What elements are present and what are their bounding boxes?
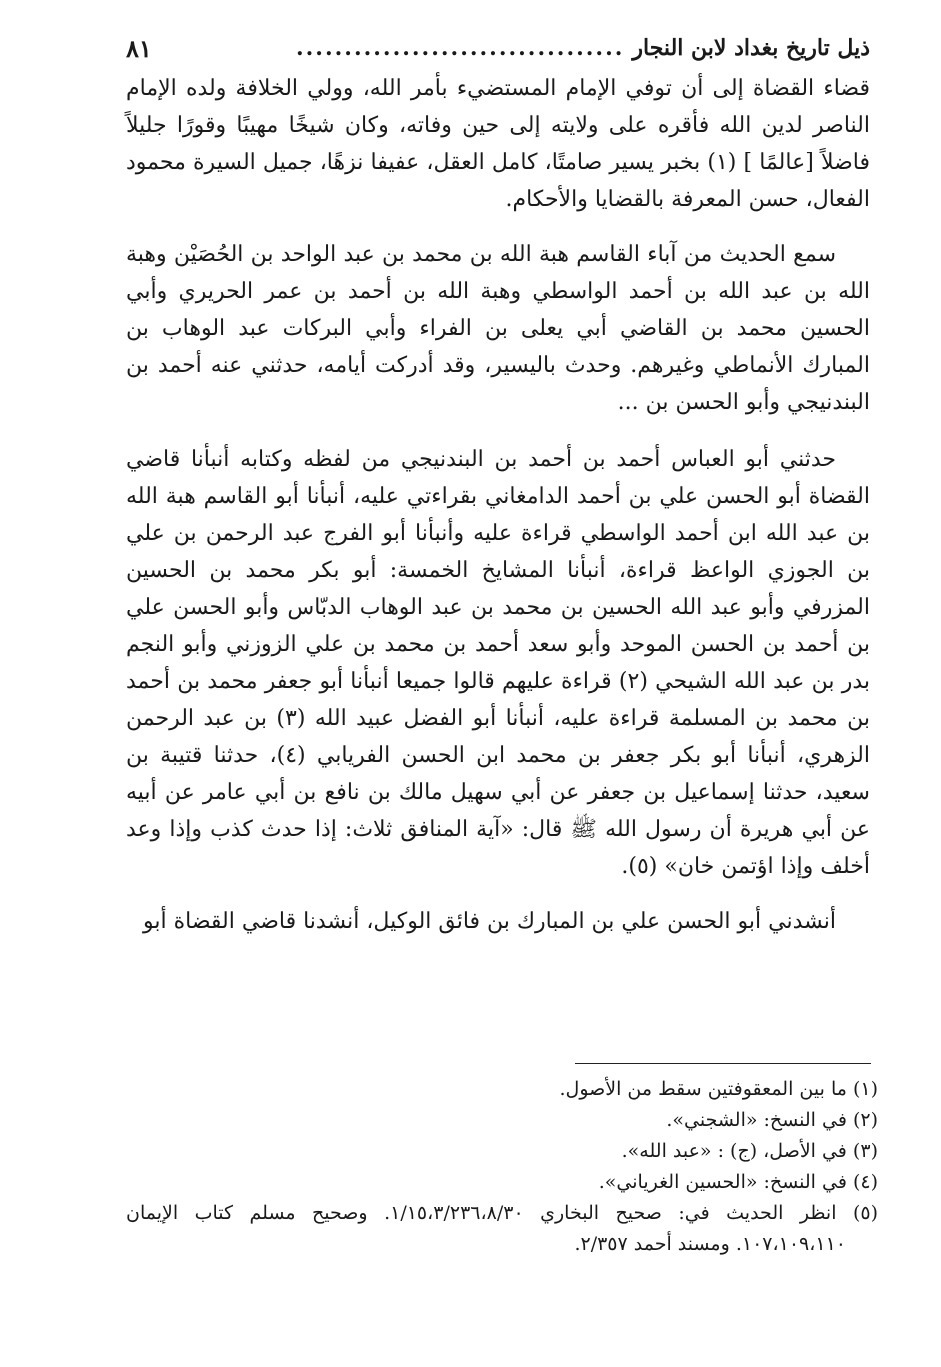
footnote-4: (٤) في النسخ: «الحسين الغرياني». [598,1171,878,1193]
main-text [126,70,870,940]
running-title: ذيل تاريخ بغداد لابن النجار [632,35,870,61]
footnote-5: (٥) انظر الحديث في: صحيح البخاري ١/١٥،٣/٢٣٦،٨/٣٠. وصحيح مسلم كتاب الإيمان ١٠٧،١٠٩،١١٠. ومسند أحمد ٢/٣٥٧. [126,1202,879,1255]
page-header [126,30,870,66]
page-number: ٨١ [126,33,152,63]
footnotes [126,1074,878,1260]
paragraph-judge-biography: قضاء القضاة إلى أن توفي الإمام المستضيء بأمر الله، وولي الخلافة ولده الإمام الناصر لدين الله فأقره على ولايته إلى حين وفاته، وكان شيخًا مهيبًا وقورًا جليلاً فاضلاً [عالمًا ] (١) بخبر يسير صامتًا، كامل العقل، عفيفا نزهًا، جميل السيرة محمود الفعال، حسن المعرفة بالقضايا والأحكام. [126,76,870,212]
paragraph-hadith-chain: حدثني أبو العباس أحمد بن أحمد بن البندنيجي من لفظه وكتابه أنبأنا قاضي القضاة أبو الحسن علي بن أحمد الدامغاني بقراءتي عليه، أنبأنا أبو القاسم هبة الله بن عبد الله ابن أحمد الواسطي قراءة عليه وأنبأنا أبو الفرج عبد الرحمن بن علي بن الجوزي الواعظ قراءة، أنبأنا المشايخ الخمسة: أبو بكر محمد بن الحسين المزرفي وأبو عبد الله الحسين بن محمد بن عبد الوهاب الدبّاس وأبو الحسن علي بن أحمد بن الحسن الموحد وأبو سعد أحمد بن محمد بن علي الزوزني وأبو النجم بدر بن عبد الله الشيحي (٢) قراءة عليهم قالوا جميعا أنبأنا أبو جعفر محمد بن أحمد بن محمد بن المسلمة قراءة عليه، أنبأنا أبو الفضل عبيد الله (٣) بن عبد الرحمن الزهري، أنبأنا أبو بكر جعفر بن محمد ابن الحسن الفريابي (٤)، حدثنا قتيبة بن سعيد، حدثنا إسماعيل بن جعفر عن أبي سهيل مالك بن نافع بن أبي عامر عن أبيه عن أبي هريرة أن رسول الله ﷺ قال: «آية المنافق ثلاث: إذا حدث كذب وإذا وعد أخلف وإذا اؤتمن خان» (٥). [126,447,870,879]
footnote-3: (٣) في الأصل، (ج) : «عبد الله». [621,1140,878,1162]
footnote-2: (٢) في النسخ: «الشجني». [666,1109,878,1131]
footnote-separator [575,1063,871,1064]
paragraph-hadith-teachers: سمع الحديث من آباء القاسم هبة الله بن محمد بن عبد الواحد بن الحُصَيْن وهبة الله بن عبد الله بن أحمد الواسطي وهبة الله بن أحمد بن عمر الحريري وأبي الحسين محمد بن القاضي أبي يعلى بن الفراء وأبي البركات عبد الوهاب بن المبارك الأنماطي وغيرهم. وحدث باليسير، وقد أدركت أيامه، حدثني عنه أحمد بن البندنيجي وأبو الحسن بن ... [126,242,870,415]
footnote-1: (١) ما بين المعقوفتين سقط من الأصول. [559,1078,878,1100]
paragraph-poem-intro: أنشدني أبو الحسن علي بن المبارك بن فائق الوكيل، أنشدنا قاضي القضاة أبو [143,909,836,934]
leader-dots: .................................. [295,35,625,61]
